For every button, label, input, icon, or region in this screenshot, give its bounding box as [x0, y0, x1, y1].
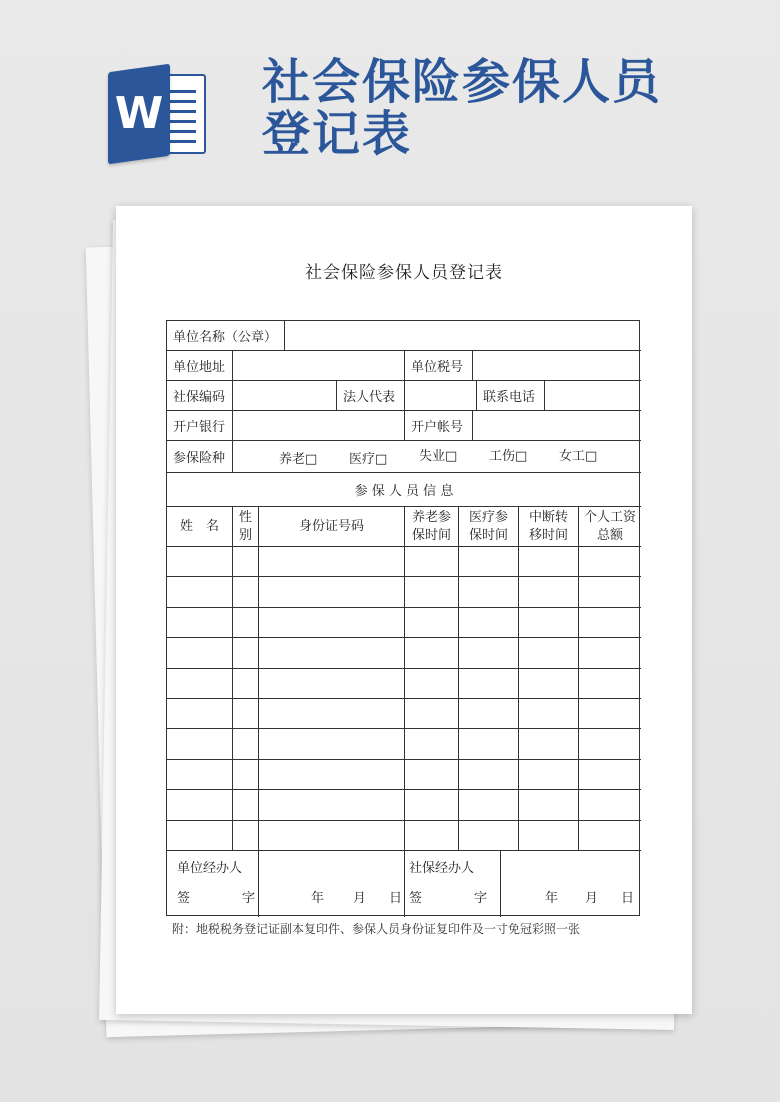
table-cell[interactable]	[579, 638, 641, 668]
label-unit-name: 单位名称（公章）	[167, 321, 285, 351]
table-cell[interactable]	[519, 669, 579, 699]
table-row	[167, 699, 641, 729]
social-date-year: 年	[545, 891, 559, 906]
word-badge	[108, 64, 170, 165]
table-cell[interactable]	[405, 729, 459, 759]
table-cell[interactable]	[259, 577, 405, 607]
footnote: 附：地税税务登记证副本复印件、参保人员身份证复印件及一寸免冠彩照一张	[172, 922, 581, 936]
insurance-options	[233, 441, 641, 473]
value-legal-rep[interactable]	[405, 381, 477, 411]
unit-date-month: 月	[353, 891, 367, 906]
table-cell[interactable]	[459, 699, 519, 729]
table-cell[interactable]	[405, 669, 459, 699]
table-cell[interactable]	[167, 760, 233, 790]
table-row	[167, 669, 641, 699]
table-cell[interactable]	[459, 821, 519, 851]
table-cell[interactable]	[579, 729, 641, 759]
table-cell[interactable]	[405, 638, 459, 668]
label-unit-handler: 单位经办人	[177, 861, 243, 876]
table-cell[interactable]	[519, 790, 579, 820]
word-letter: W	[114, 88, 164, 139]
section-insured-info: 参 保 人 员 信 息	[167, 473, 641, 507]
social-handler-date[interactable]	[501, 851, 641, 917]
label-social-code: 社保编码	[167, 381, 233, 411]
registration-form	[166, 320, 640, 916]
label-insurance-type: 参保险种	[167, 441, 233, 473]
social-date-day: 日	[621, 891, 635, 906]
table-cell[interactable]	[579, 669, 641, 699]
option-unemployment[interactable]: 失业□	[419, 449, 458, 464]
table-cell[interactable]	[579, 790, 641, 820]
table-cell[interactable]	[233, 821, 259, 851]
table-cell[interactable]	[233, 608, 259, 638]
social-date-month: 月	[585, 891, 599, 906]
col-header-id-number: 身份证号码	[259, 507, 405, 547]
table-cell[interactable]	[579, 760, 641, 790]
table-cell[interactable]	[459, 669, 519, 699]
header-title-line2: 登记表	[262, 106, 413, 162]
table-cell[interactable]	[519, 577, 579, 607]
table-cell[interactable]	[405, 790, 459, 820]
col-header-transfer-time: 中断转移时间	[519, 507, 579, 547]
table-cell[interactable]	[167, 699, 233, 729]
table-row	[167, 638, 641, 668]
table-cell[interactable]	[405, 821, 459, 851]
label-bank: 开户银行	[167, 411, 233, 441]
table-row	[167, 729, 641, 759]
table-cell[interactable]	[259, 821, 405, 851]
value-unit-name[interactable]	[285, 321, 641, 351]
table-cell[interactable]	[259, 547, 405, 577]
value-account-no[interactable]	[473, 411, 641, 441]
table-cell[interactable]	[459, 638, 519, 668]
col-header-medical-time: 医疗参保时间	[459, 507, 519, 547]
table-cell[interactable]	[167, 638, 233, 668]
table-cell[interactable]	[167, 821, 233, 851]
table-cell[interactable]	[167, 577, 233, 607]
table-cell[interactable]	[259, 729, 405, 759]
table-cell[interactable]	[167, 608, 233, 638]
table-cell[interactable]	[459, 577, 519, 607]
table-cell[interactable]	[405, 699, 459, 729]
table-row	[167, 577, 641, 607]
table-cell[interactable]	[579, 699, 641, 729]
unit-date-year: 年	[311, 891, 325, 906]
table-cell[interactable]	[167, 547, 233, 577]
col-header-name: 姓 名	[167, 507, 233, 547]
table-cell[interactable]	[459, 729, 519, 759]
col-header-pension-time: 养老参保时间	[405, 507, 459, 547]
label-contact-phone: 联系电话	[477, 381, 545, 411]
unit-date-day: 日	[389, 891, 403, 906]
table-cell[interactable]	[459, 760, 519, 790]
table-cell[interactable]	[233, 790, 259, 820]
table-cell[interactable]	[259, 608, 405, 638]
option-female-worker[interactable]: 女工□	[559, 449, 598, 464]
table-cell[interactable]	[579, 608, 641, 638]
data-rows	[167, 547, 641, 851]
social-handler-cell	[405, 851, 501, 917]
option-medical[interactable]: 医疗□	[349, 452, 388, 467]
table-cell[interactable]	[233, 699, 259, 729]
col-header-gender: 性别	[233, 507, 259, 547]
table-cell[interactable]	[459, 547, 519, 577]
table-cell[interactable]	[167, 729, 233, 759]
table-cell[interactable]	[579, 821, 641, 851]
table-cell[interactable]	[579, 547, 641, 577]
option-pension[interactable]: 养老□	[279, 452, 318, 467]
table-row	[167, 547, 641, 577]
table-row	[167, 608, 641, 638]
table-cell[interactable]	[405, 547, 459, 577]
table-cell[interactable]	[233, 547, 259, 577]
table-row	[167, 821, 641, 851]
option-work-injury[interactable]: 工伤□	[489, 449, 528, 464]
col-header-salary-total: 个人工资总额	[579, 507, 641, 547]
table-row	[167, 790, 641, 820]
label-unit-sign: 签 字	[177, 891, 256, 906]
table-cell[interactable]	[167, 669, 233, 699]
table-cell[interactable]	[167, 790, 233, 820]
table-cell[interactable]	[519, 729, 579, 759]
document-page	[116, 206, 692, 1014]
label-unit-tax-no: 单位税号	[405, 351, 473, 381]
table-cell[interactable]	[459, 608, 519, 638]
document-title: 社会保险参保人员登记表	[305, 263, 503, 283]
table-cell[interactable]	[405, 760, 459, 790]
table-cell[interactable]	[233, 729, 259, 759]
label-legal-rep: 法人代表	[337, 381, 405, 411]
label-unit-address: 单位地址	[167, 351, 233, 381]
table-cell[interactable]	[259, 669, 405, 699]
table-cell[interactable]	[519, 760, 579, 790]
table-cell[interactable]	[233, 638, 259, 668]
table-cell[interactable]	[519, 638, 579, 668]
table-cell[interactable]	[519, 821, 579, 851]
word-app-icon	[108, 68, 208, 160]
value-unit-tax-no[interactable]	[473, 351, 641, 381]
table-cell[interactable]	[519, 699, 579, 729]
table-row	[167, 760, 641, 790]
table-cell[interactable]	[459, 790, 519, 820]
table-cell[interactable]	[259, 699, 405, 729]
value-social-code[interactable]	[233, 381, 337, 411]
table-cell[interactable]	[405, 608, 459, 638]
table-cell[interactable]	[519, 547, 579, 577]
label-social-sign: 签 字	[409, 891, 488, 906]
table-cell[interactable]	[259, 638, 405, 668]
unit-handler-date[interactable]	[259, 851, 405, 917]
label-social-handler: 社保经办人	[409, 861, 475, 876]
table-cell[interactable]	[233, 760, 259, 790]
table-cell[interactable]	[233, 669, 259, 699]
label-account-no: 开户帐号	[405, 411, 473, 441]
value-bank[interactable]	[233, 411, 405, 441]
header-title	[262, 56, 762, 160]
table-cell[interactable]	[405, 577, 459, 607]
table-cell[interactable]	[259, 760, 405, 790]
table-cell[interactable]	[519, 608, 579, 638]
table-cell[interactable]	[579, 577, 641, 607]
value-contact-phone[interactable]	[545, 381, 641, 411]
table-cell[interactable]	[233, 577, 259, 607]
table-cell[interactable]	[259, 790, 405, 820]
header-title-line1: 社会保险参保人员	[262, 54, 663, 110]
value-unit-address[interactable]	[233, 351, 405, 381]
unit-handler-cell	[167, 851, 259, 917]
